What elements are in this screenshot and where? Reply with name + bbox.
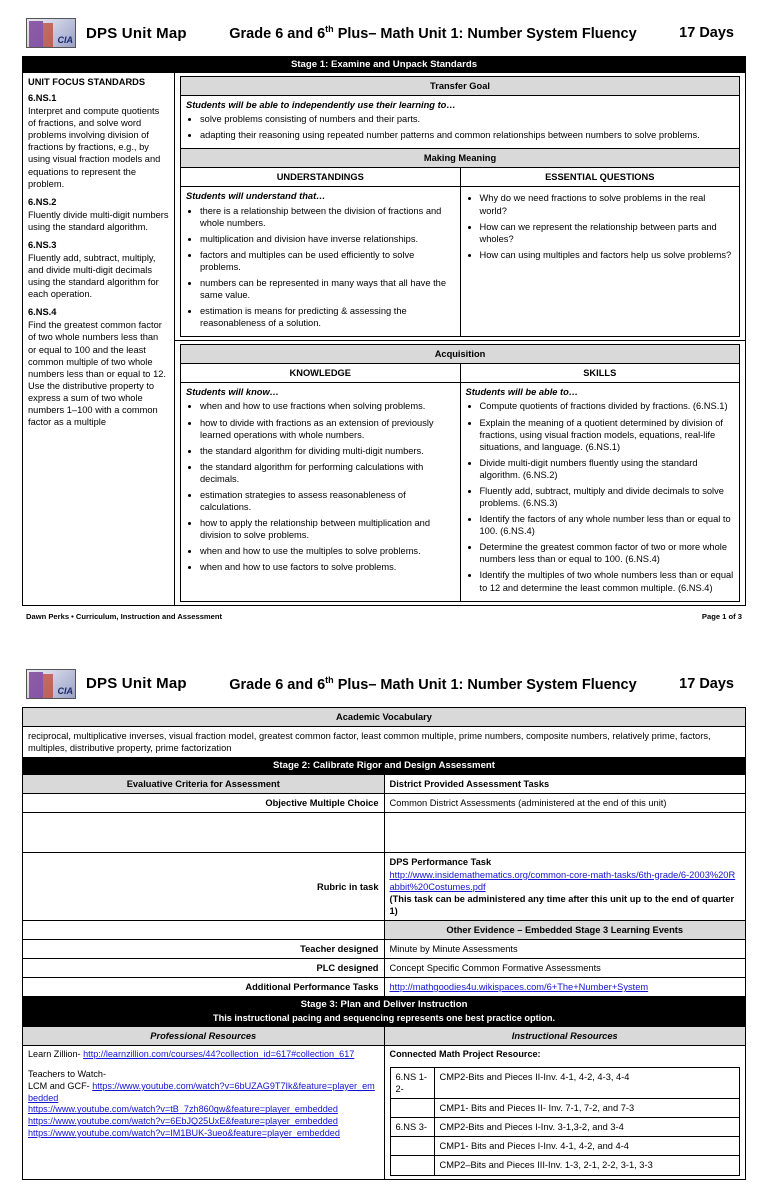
footer-page-number: Page 1 of 3 xyxy=(701,611,742,621)
list-item: • Explain the meaning of a quotient determined by division of fractions, using visual fraction models, equations, real-life situations, and language. (6.NS.1) xyxy=(480,417,735,453)
teacher-designed-label: Teacher designed xyxy=(23,939,385,958)
list-item: • when and how to use the multiples to solve problems. xyxy=(200,545,455,557)
stage3-band: Stage 3: Plan and Deliver Instruction xyxy=(22,997,746,1012)
cmp-rows xyxy=(390,1067,741,1175)
plc-designed-value: Concept Specific Common Formative Assessments xyxy=(384,958,746,977)
list-item: • numbers can be represented in many ways that all have the same value. xyxy=(200,277,455,301)
cmp-code: 6.NS 1-2- xyxy=(390,1068,434,1099)
video-link[interactable]: https://www.youtube.com/watch?v=tB_7zh860gw&feature=player_embedded xyxy=(28,1104,338,1115)
making-meaning-header: Making Meaning xyxy=(181,149,740,168)
transfer-goal-list xyxy=(186,113,734,141)
lcm-gcf-row xyxy=(28,1081,379,1105)
page-footer xyxy=(22,606,746,621)
stage3-subtitle: This instructional pacing and sequencing represents one best practice option. xyxy=(22,1012,746,1026)
table-row xyxy=(390,1118,740,1137)
objective-multiple-choice-label: Objective Multiple Choice xyxy=(23,794,385,813)
acquisition-header: Acquisition xyxy=(181,345,740,364)
professional-resources-cell xyxy=(23,1046,385,1179)
table-row xyxy=(390,1068,740,1099)
list-item: • solve problems consisting of numbers and their parts. xyxy=(200,113,734,125)
list-item: • Identify the factors of any whole number less than or equal to 100. (6.NS.4) xyxy=(480,513,735,537)
list-item: • when and how to use factors to solve problems. xyxy=(200,561,455,573)
additional-performance-tasks-link[interactable]: http://mathgoodies4u.wikispaces.com/6+The+Number+System xyxy=(384,978,746,997)
dps-cia-logo-icon xyxy=(26,18,76,48)
essential-questions-header: ESSENTIAL QUESTIONS xyxy=(460,168,740,187)
cmp-code xyxy=(390,1137,434,1156)
teachers-to-watch-label: Teachers to Watch- xyxy=(28,1069,106,1080)
video-link[interactable]: https://www.youtube.com/watch?v=IM1BUK-3ueo&feature=player_embedded xyxy=(28,1128,340,1139)
standard-text: Fluently add, subtract, multiply, and divide multi-digit decimals using the standard algorithm for each operation. xyxy=(28,253,159,300)
list-item: • multiplication and division have inverse relationships. xyxy=(200,233,455,245)
knowledge-cell xyxy=(181,383,461,601)
list-item: • Determine the greatest common factor of two or more whole numbers less than or equal to 100. (6.NS.4) xyxy=(480,541,735,565)
document-header xyxy=(22,18,746,48)
transfer-goal-body xyxy=(181,96,740,149)
cmp-code xyxy=(390,1099,434,1118)
unit-days: 17 Days xyxy=(679,25,734,41)
transfer-goal-header: Transfer Goal xyxy=(181,77,740,96)
list-item: • Compute quotients of fractions divided by fractions. (6.NS.1) xyxy=(480,400,735,412)
list-item: • How can we represent the relationship between parts and wholes? xyxy=(480,221,735,245)
logo-text: CIA xyxy=(57,685,73,696)
evaluative-criteria-header: Evaluative Criteria for Assessment xyxy=(23,775,385,794)
teacher-designed-value: Minute by Minute Assessments xyxy=(384,939,746,958)
table-row xyxy=(390,1099,740,1118)
stage1-band: Stage 1: Examine and Unpack Standards xyxy=(22,56,746,72)
understandings-intro: Students will understand that… xyxy=(186,191,326,202)
standard-text: Interpret and compute quotients of fractions, and solve word problems involving division of fractions by fractions, e.g., by using visual fraction models and equations to represent the problem. xyxy=(28,106,161,189)
standard-code: 6.NS.4 xyxy=(28,307,57,318)
other-evidence-header: Other Evidence – Embedded Stage 3 Learning Events xyxy=(384,920,746,939)
cmp-code: 6.NS 3- xyxy=(390,1118,434,1137)
list-item: • the standard algorithm for dividing multi-digit numbers. xyxy=(200,445,455,457)
standard-code: 6.NS.1 xyxy=(28,93,57,104)
essential-questions-list xyxy=(466,192,735,260)
page2-main-table xyxy=(22,707,746,998)
skills-cell xyxy=(460,383,740,601)
list-item: • estimation strategies to assess reasonableness of calculations. xyxy=(200,489,455,513)
list-item: • How can using multiples and factors help us solve problems? xyxy=(480,249,735,261)
rubric-label: Rubric in task xyxy=(23,853,385,920)
standard-text: Find the greatest common factor of two whole numbers less than or equal to 100 and the least common multiple of two whole numbers less than or equal to 12. Use the distributive property to express a sum of two whole numbers 1–100 with a common factor as a multiple xyxy=(28,320,166,428)
dps-cia-logo-icon xyxy=(26,669,76,699)
table-row xyxy=(390,1137,740,1156)
list-item: • there is a relationship between the division of fractions and whole numbers. xyxy=(200,205,455,229)
list-item: • how to divide with fractions as an extension of previously learned operations with whole numbers. xyxy=(200,417,455,441)
table-row xyxy=(390,1156,740,1175)
list-item: • adapting their reasoning using repeated number patterns and common relationships between numbers to solve problems. xyxy=(200,129,734,141)
cmp-code xyxy=(390,1156,434,1175)
academic-vocabulary-header: Academic Vocabulary xyxy=(23,707,746,726)
list-item: • Divide multi-digit numbers fluently using the standard algorithm. (6.NS.2) xyxy=(480,457,735,481)
list-item: • how to apply the relationship between multiplication and division to solve problems. xyxy=(200,517,455,541)
list-item: • when and how to use fractions when solving problems. xyxy=(200,400,455,412)
knowledge-header: KNOWLEDGE xyxy=(181,364,461,383)
performance-task-link[interactable]: http://www.insidemathematics.org/common-core-math-tasks/6th-grade/6-2003%20Rabbit%20Costumes.pdf xyxy=(389,869,736,892)
objective-multiple-choice-value: Common District Assessments (administered at the end of this unit) xyxy=(384,794,746,813)
academic-vocabulary-text: reciprocal, multiplicative inverses, visual fraction model, greatest common factor, least common multiple, prime numbers, composite numbers, relatively prime, factors, multiples, distributive property, prime factorization xyxy=(23,726,746,757)
performance-task-title: DPS Performance Task xyxy=(389,857,492,868)
cmp-text: CMP2–Bits and Pieces III-Inv. 1-3, 2-1, 2-2, 3-1, 3-3 xyxy=(434,1156,740,1175)
empty-task-cell xyxy=(384,813,746,853)
logo-text: CIA xyxy=(57,35,73,45)
essential-questions-cell xyxy=(460,187,740,337)
page-break xyxy=(0,629,768,655)
standard-code: 6.NS.2 xyxy=(28,196,57,207)
list-item: • the standard algorithm for performing calculations with decimals. xyxy=(200,461,455,485)
video-link[interactable]: https://www.youtube.com/watch?v=6EbJQ25UxE&feature=player_embedded xyxy=(28,1116,338,1127)
understandings-header: UNDERSTANDINGS xyxy=(181,168,461,187)
district-tasks-header: District Provided Assessment Tasks xyxy=(384,775,746,794)
skills-header: SKILLS xyxy=(460,364,740,383)
unit-focus-standards-header: UNIT FOCUS STANDARDS xyxy=(28,77,146,87)
additional-performance-tasks-label: Additional Performance Tasks xyxy=(23,978,385,997)
page-2 xyxy=(0,655,768,1188)
resources-table xyxy=(22,1026,746,1179)
learn-zillion-link[interactable]: http://learnzillion.com/courses/44?collection_id=617#collection_617 xyxy=(83,1049,355,1060)
acquisition-cell xyxy=(175,341,746,605)
empty-criteria-cell xyxy=(23,813,385,853)
plc-designed-label: PLC designed xyxy=(23,958,385,977)
transfer-goal-table xyxy=(180,76,740,337)
performance-task-cell xyxy=(384,853,746,920)
skills-intro: Students will be able to… xyxy=(465,387,579,398)
footer-author: Dawn Perks • Curriculum, Instruction and Assessment xyxy=(26,611,223,621)
unit-map-title: DPS Unit Map xyxy=(86,675,187,693)
knowledge-intro: Students will know… xyxy=(186,387,279,398)
video-link[interactable]: https://www.youtube.com/watch?v=6bUZAG9T7Ik&feature=player_embedded xyxy=(28,1080,375,1103)
list-item: • Why do we need fractions to solve problems in the real world? xyxy=(480,192,735,216)
transfer-goal-intro: Students will be able to independently use their learning to… xyxy=(186,100,456,111)
page-title: Grade 6 and 6th Plus– Math Unit 1: Number System Fluency xyxy=(229,674,637,693)
professional-resources-header: Professional Resources xyxy=(23,1027,385,1046)
learn-zillion-row xyxy=(28,1049,379,1061)
list-item: • factors and multiples can be used efficiently to solve problems. xyxy=(200,249,455,273)
instructional-resources-cell xyxy=(384,1046,746,1179)
cmp-text: CMP1- Bits and Pieces II- Inv. 7-1, 7-2, and 7-3 xyxy=(434,1099,740,1118)
standard-code: 6.NS.3 xyxy=(28,239,57,250)
knowledge-list xyxy=(186,400,455,573)
unit-focus-standards-cell xyxy=(23,73,175,606)
cmp-header: Connected Math Project Resource: xyxy=(389,1049,541,1060)
skills-list xyxy=(466,400,735,593)
instructional-resources-header: Instructional Resources xyxy=(384,1027,746,1046)
performance-task-note: (This task can be administered any time after this unit up to the end of quarter 1) xyxy=(389,893,735,916)
cmp-text: CMP1- Bits and Pieces I-Inv. 4-1, 4-2, and 4-4 xyxy=(434,1137,740,1156)
standard-text: Fluently divide multi-digit numbers using the standard algorithm. xyxy=(28,209,169,232)
learn-zillion-label: Learn Zillion- xyxy=(28,1049,81,1060)
document-header-2 xyxy=(22,669,746,699)
page-title: Grade 6 and 6th Plus– Math Unit 1: Number System Fluency xyxy=(229,24,637,42)
stage1-table xyxy=(22,72,746,606)
list-item: • estimation is means for predicting & assessing the reasonableness of a solution. xyxy=(200,305,455,329)
list-item: • Fluently add, subtract, multiply and divide decimals to solve problems. (6.NS.3) xyxy=(480,485,735,509)
understandings-list xyxy=(186,205,455,330)
stage2-band: Stage 2: Calibrate Rigor and Design Assessment xyxy=(23,757,746,774)
stage1-right-cell xyxy=(175,73,746,341)
unit-days: 17 Days xyxy=(679,675,734,692)
list-item: • Identify the multiples of two whole numbers less than or equal to 12 and determine the least common multiple. (6.NS.4) xyxy=(480,569,735,593)
cmp-text: CMP2-Bits and Pieces II-Inv. 4-1, 4-2, 4-3, 4-4 xyxy=(434,1068,740,1099)
spacer-criteria-cell xyxy=(23,920,385,939)
cmp-text: CMP2-Bits and Pieces I-Inv. 3-1,3-2, and 3-4 xyxy=(434,1118,740,1137)
acquisition-table xyxy=(180,344,740,601)
unit-map-title: DPS Unit Map xyxy=(86,24,187,42)
understandings-cell xyxy=(181,187,461,337)
lcm-gcf-label: LCM and GCF- xyxy=(28,1080,90,1091)
